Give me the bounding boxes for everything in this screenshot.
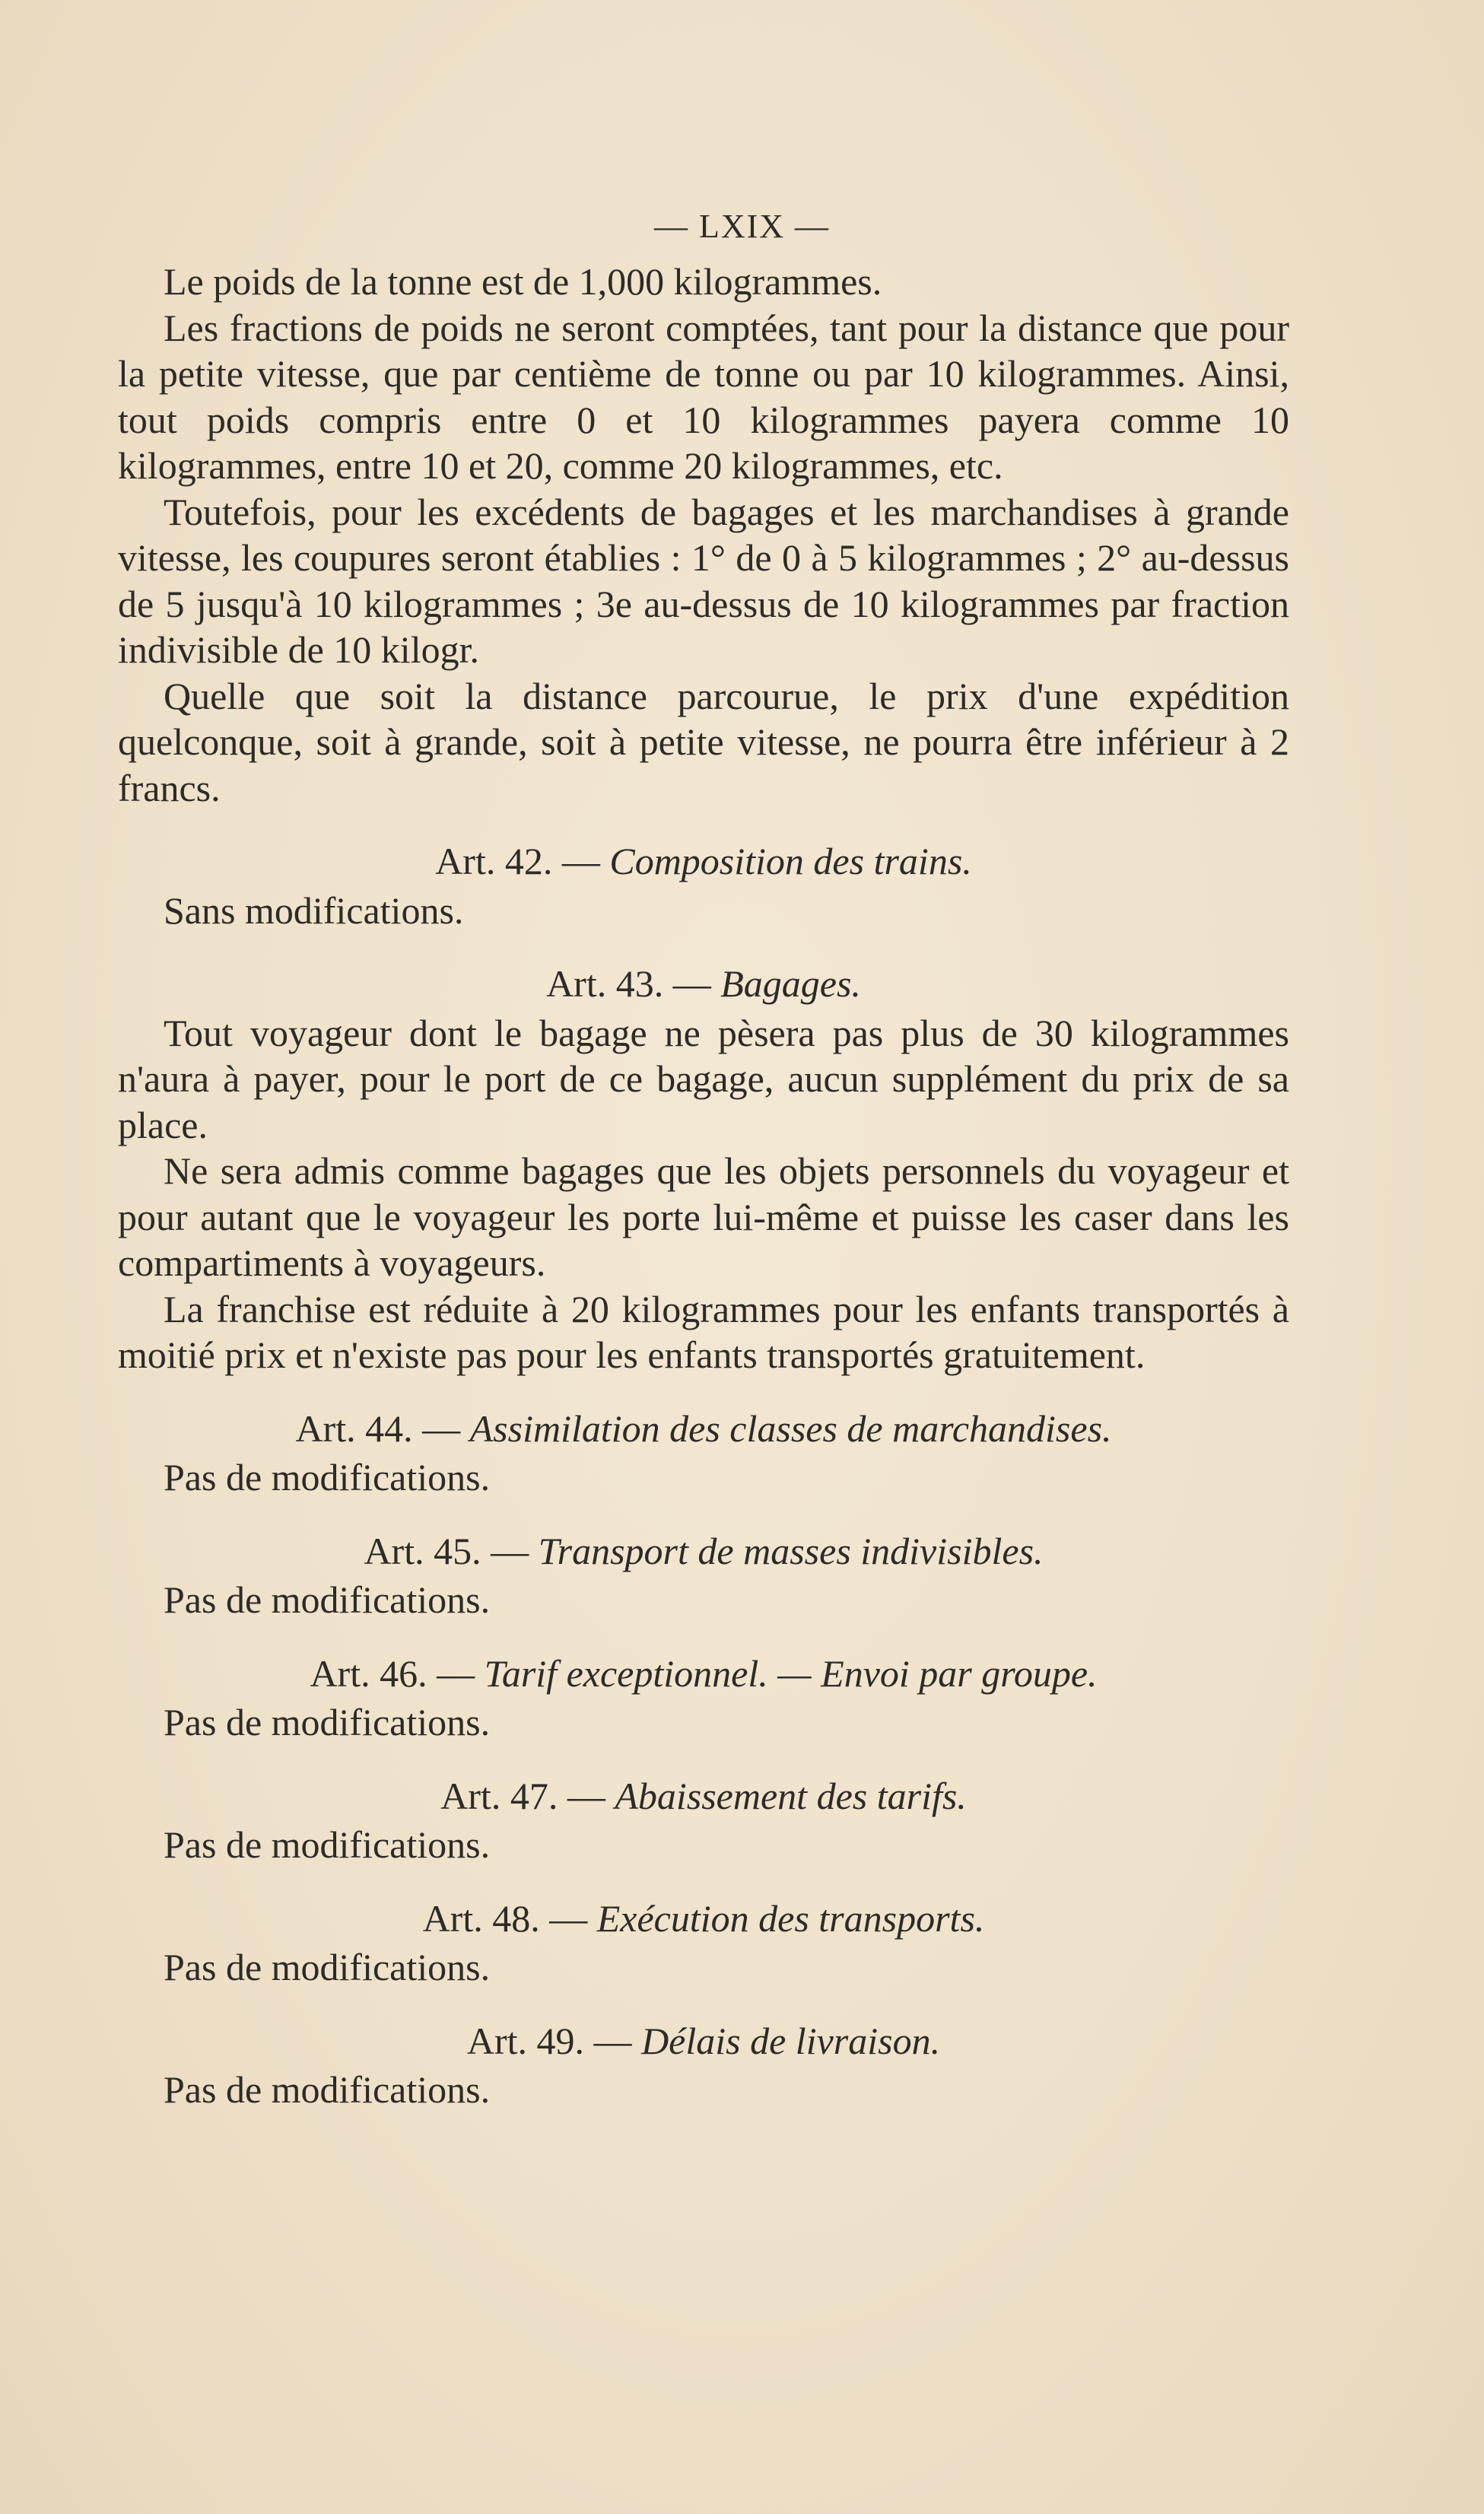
article-46-number: Art. 46. — [310, 1651, 485, 1695]
article-42-title: Composition des trains. [609, 840, 972, 882]
article-47-title: Abaissement des tarifs. [615, 1774, 967, 1817]
document-body [118, 259, 1289, 2113]
article-48-body: Pas de modifications. [164, 1946, 491, 1988]
article-49-title: Délais de livraison. [641, 2019, 941, 2062]
article-43-paragraph: La franchise est réduite à 20 kilogrammes pour les enfants transportés à moitié prix et n'existe pas pour les enfants transportés gratuitement. [118, 1287, 1289, 1376]
article-45-number: Art. 45. — [364, 1529, 539, 1572]
article-42-heading [118, 838, 1289, 885]
article-46-heading [118, 1651, 1289, 1697]
article-45-heading [118, 1528, 1289, 1575]
article-45-body: Pas de modifications. [164, 1578, 491, 1621]
article-49-number: Art. 49. — [466, 2019, 642, 2062]
article-43-title: Bagages. [720, 962, 861, 1005]
article-48-title: Exécution des transports. [596, 1896, 985, 1940]
article-47-heading [118, 1773, 1289, 1820]
article-49-heading [118, 2018, 1289, 2064]
article-46-body: Pas de modifications. [164, 1701, 491, 1743]
article-45-title: Transport de masses indivisibles. [538, 1529, 1044, 1572]
article-47-number: Art. 47. — [440, 1774, 615, 1817]
article-44-body: Pas de modifications. [164, 1456, 491, 1499]
page-number: — LXIX — [653, 208, 831, 245]
article-43-number: Art. 43. — [546, 962, 721, 1005]
article-49-body: Pas de modifications. [164, 2068, 491, 2111]
article-44-heading [118, 1406, 1289, 1452]
article-44-number: Art. 44. — [295, 1406, 470, 1450]
paragraph-coupures: Toutefois, pour les excédents de bagages et les marchandises à grande vitesse, les coupures seront établies : 1° de 0 à 5 kilogrammes ; 2° au-dessus de 5 jusqu'à 10 kilogrammes ; 3e au-dessus de 10 kilogrammes par fraction indivisible de 10 kilogr. [118, 490, 1289, 671]
article-42-body: Sans modifications. [164, 888, 464, 932]
article-48-number: Art. 48. — [422, 1896, 597, 1940]
paragraph-fractions: Les fractions de poids ne seront comptées, tant pour la distance que pour la petite vitesse, que par centième de tonne ou par 10 kilogrammes. Ainsi, tout poids compris entre 0 et 10 kilogrammes payera comme 10 kilogrammes, entre 10 et 20, comme 20 kilogrammes, etc. [118, 306, 1289, 487]
paragraph-tonne: Le poids de la tonne est de 1,000 kilogrammes. [164, 260, 882, 303]
paragraph-minimum-price: Quelle que soit la distance parcourue, le prix d'une expédition quelconque, soit à grande, soit à petite vitesse, ne pourra être inférieur à 2 francs. [118, 674, 1289, 809]
article-48-heading [118, 1896, 1289, 1942]
article-42-number: Art. 42. — [435, 840, 610, 882]
article-46-title: Tarif exceptionnel. — Envoi par groupe. [484, 1651, 1098, 1695]
article-44-title: Assimilation des classes de marchandises. [469, 1406, 1112, 1450]
article-47-body: Pas de modifications. [164, 1823, 491, 1866]
article-43-paragraph: Tout voyageur dont le bagage ne pèsera pas plus de 30 kilogrammes n'aura à payer, pour le port de ce bagage, aucun supplément du prix de sa place. [118, 1011, 1289, 1146]
article-43-paragraph: Ne sera admis comme bagages que les objets personnels du voyageur et pour autant que le voyageur les porte lui-même et puisse les caser dans les compartiments à voyageurs. [118, 1149, 1289, 1284]
article-43-heading [118, 961, 1289, 1007]
